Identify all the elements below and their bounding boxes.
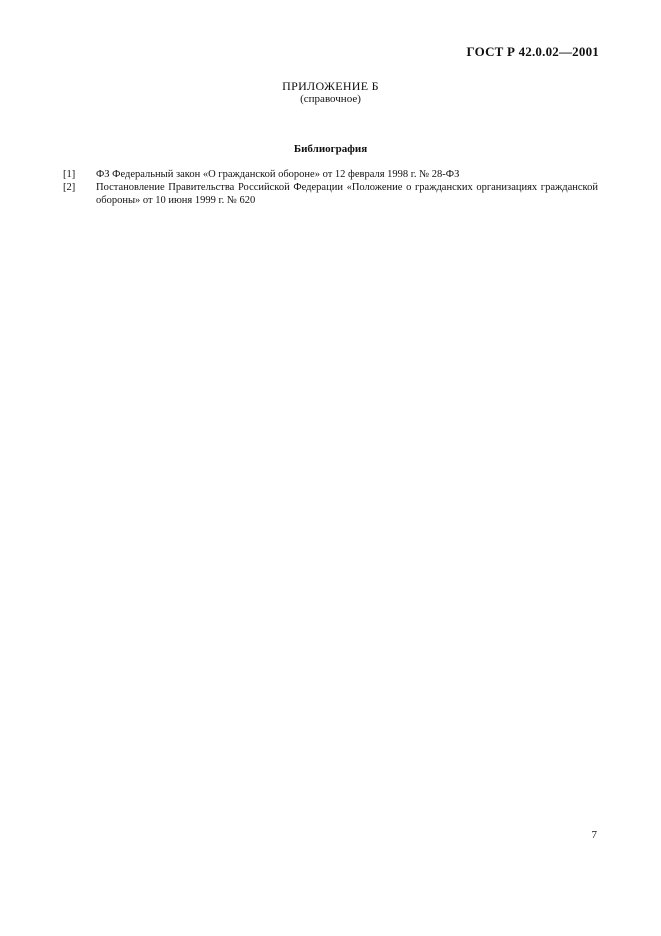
- reference-text: ФЗ Федеральный закон «О гражданской обороне» от 12 февраля 1998 г. № 28-ФЗ: [96, 169, 460, 180]
- reference-number: [1]: [63, 169, 76, 180]
- appendix-title: ПРИЛОЖЕНИЕ Б: [282, 79, 379, 93]
- reference-text: Постановление Правительства Российской Федерации «Положение о гражданских организациях гражданской обороны» от 10 июня 1999 г. № 620: [96, 182, 598, 206]
- reference-number: [2]: [63, 182, 76, 193]
- bibliography-heading: Библиография: [293, 143, 368, 155]
- page-number: 7: [591, 829, 597, 841]
- bibliography-list: [63, 168, 598, 207]
- appendix-subtitle: (справочное): [300, 93, 361, 105]
- appendix-header: [0, 80, 661, 106]
- bibliography-item: [63, 168, 598, 181]
- standard-code: ГОСТ Р 42.0.02—2001: [466, 44, 599, 59]
- bibliography-item: [63, 181, 598, 207]
